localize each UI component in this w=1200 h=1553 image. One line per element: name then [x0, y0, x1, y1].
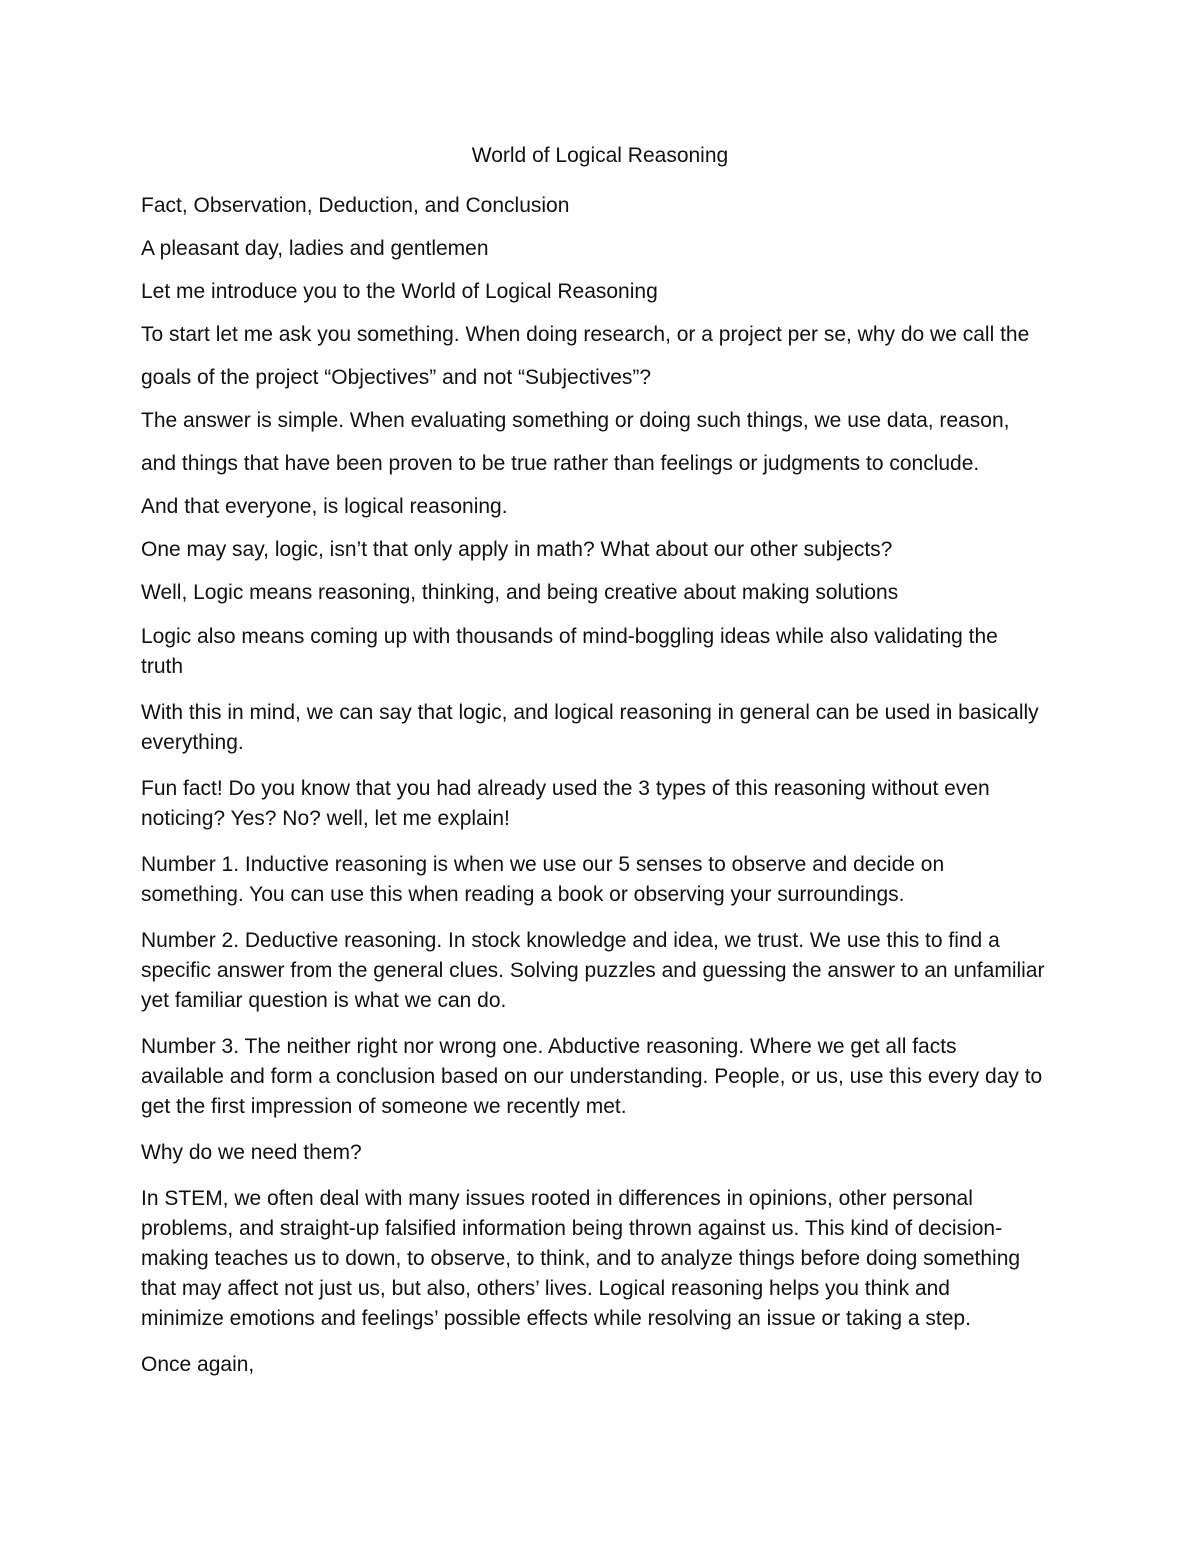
- body-line: The answer is simple. When evaluating something or doing such things, we use data, reason,: [141, 409, 1010, 432]
- paragraph-line: that may affect not just us, but also, others’ lives. Logical reasoning helps you think and: [141, 1277, 950, 1300]
- body-line: And that everyone, is logical reasoning.: [141, 495, 508, 518]
- paragraph-line: everything.: [141, 731, 244, 754]
- body-line: and things that have been proven to be true rather than feelings or judgments to conclude.: [141, 452, 980, 475]
- paragraph-line: specific answer from the general clues. Solving puzzles and guessing the answer to an unfamiliar: [141, 959, 1045, 982]
- paragraph: [141, 1032, 1071, 1122]
- paragraph-line: get the first impression of someone we recently met.: [141, 1095, 627, 1118]
- paragraph-line: In STEM, we often deal with many issues rooted in differences in opinions, other personal: [141, 1187, 973, 1210]
- paragraph: [141, 622, 1071, 682]
- paragraph-line: Number 2. Deductive reasoning. In stock knowledge and idea, we trust. We use this to find a: [141, 929, 1000, 952]
- body-line: Well, Logic means reasoning, thinking, and being creative about making solutions: [141, 581, 899, 604]
- paragraph-line: making teaches us to down, to observe, to think, and to analyze things before doing something: [141, 1247, 1021, 1270]
- paragraph: [141, 926, 1071, 1016]
- paragraph-line: yet familiar question is what we can do.: [141, 989, 507, 1012]
- body-line: One may say, logic, isn’t that only apply in math? What about our other subjects?: [141, 538, 893, 561]
- body-line: Let me introduce you to the World of Logical Reasoning: [141, 280, 658, 303]
- paragraph-line: Number 1. Inductive reasoning is when we use our 5 senses to observe and decide on: [141, 853, 945, 876]
- paragraph-line: Number 3. The neither right nor wrong one. Abductive reasoning. Where we get all facts: [141, 1035, 957, 1058]
- paragraph: [141, 698, 1071, 758]
- paragraph: [141, 1138, 1071, 1168]
- paragraph: [141, 850, 1071, 910]
- paragraph: [141, 1184, 1071, 1334]
- body-line: To start let me ask you something. When doing research, or a project per se, why do we call the: [141, 323, 1030, 346]
- body-line: A pleasant day, ladies and gentlemen: [141, 237, 489, 260]
- document-title: World of Logical Reasoning: [471, 144, 729, 167]
- paragraph-line: something. You can use this when reading a book or observing your surroundings.: [141, 883, 905, 906]
- paragraph-line: available and form a conclusion based on our understanding. People, or us, use this every day to: [141, 1065, 1043, 1088]
- document-body: [141, 184, 1071, 1396]
- body-line: goals of the project “Objectives” and not “Subjectives”?: [141, 366, 652, 389]
- paragraph-line: Once again,: [141, 1353, 255, 1376]
- paragraph-line: With this in mind, we can say that logic, and logical reasoning in general can be used in basically: [141, 701, 1039, 724]
- paragraph-line: noticing? Yes? No? well, let me explain!: [141, 807, 510, 830]
- paragraph-line: problems, and straight-up falsified information being thrown against us. This kind of decision-: [141, 1217, 1003, 1240]
- paragraph: [141, 1350, 1071, 1380]
- body-line: Fact, Observation, Deduction, and Conclusion: [141, 194, 570, 217]
- paragraph-line: Why do we need them?: [141, 1141, 362, 1164]
- paragraph-line: truth: [141, 655, 184, 678]
- paragraph-line: Logic also means coming up with thousands of mind-boggling ideas while also validating the: [141, 625, 998, 648]
- paragraph-line: minimize emotions and feelings’ possible effects while resolving an issue or taking a step.: [141, 1307, 971, 1330]
- paragraph-line: Fun fact! Do you know that you had already used the 3 types of this reasoning without even: [141, 777, 990, 800]
- paragraph: [141, 774, 1071, 834]
